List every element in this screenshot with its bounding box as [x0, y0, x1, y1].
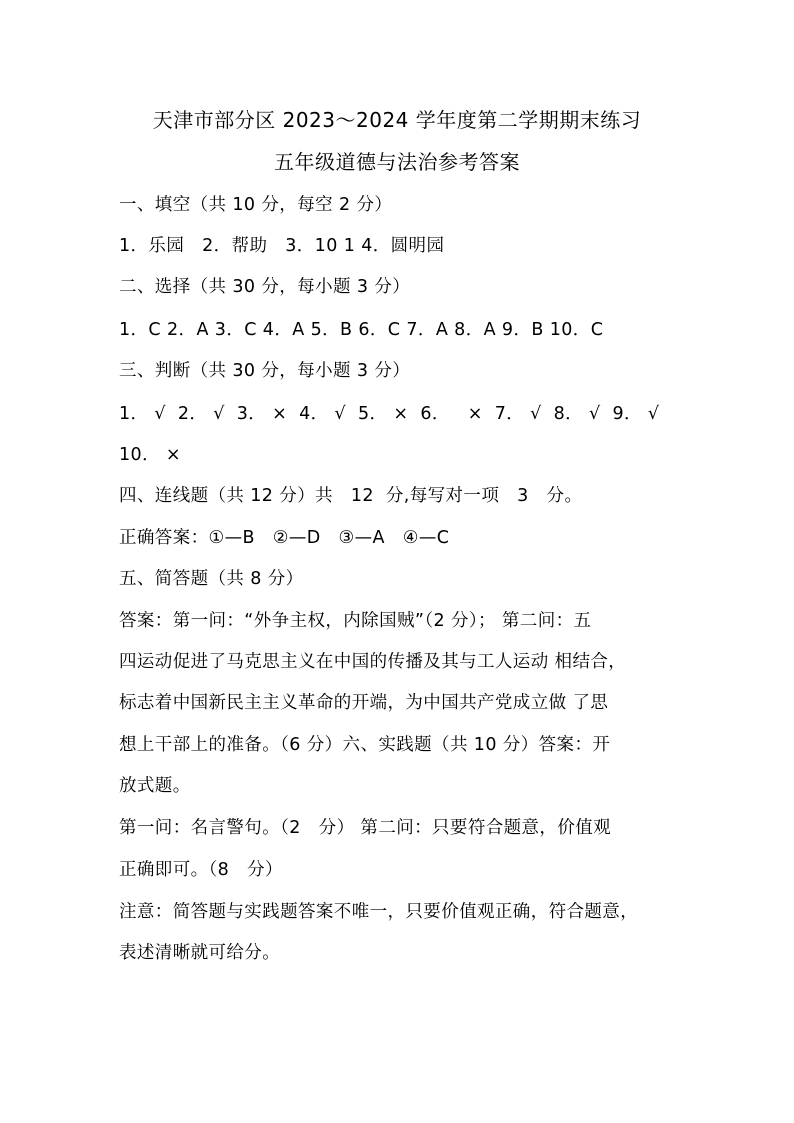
answer-paragraph-line: 第一问：名言警句。（2 分） 第二问：只要符合题意，价值观: [119, 818, 612, 838]
answer-paragraph-line: 想上干部上的准备。（6 分）六、实践题（共 10 分）答案：开: [119, 735, 611, 755]
note-line: 表述清晰就可给分。: [119, 943, 281, 963]
document-subtitle: 五年级道德与法治参考答案: [274, 150, 520, 174]
document-title: 天津市部分区 2023～2024 学年度第二学期期末练习: [152, 108, 642, 132]
answer-line-judgement-cont: 10． ×: [119, 445, 181, 465]
section-heading-choice: 二、选择（共 30 分，每小题 3 分）: [119, 277, 411, 297]
answer-paragraph-line: 正确即可。（8 分）: [119, 860, 283, 880]
section-heading-matching: 四、连线题（共 12 分）共 12 分,每写对一项 3 分。: [119, 486, 583, 506]
answer-line-judgement: 1． √ 2． √ 3． × 4． √ 5． × 6． × 7． √ 8． √ 9． √: [119, 404, 660, 424]
section-heading-judgement: 三、判断（共 30 分，每小题 3 分）: [119, 361, 411, 381]
section-heading-fill-blank: 一、填空（共 10 分，每空 2 分）: [119, 195, 393, 215]
answer-line-matching: 正确答案：①—B ②—D ③—A ④—C: [119, 528, 450, 548]
answer-paragraph-line: 标志着中国新民主主义革命的开端，为中国共产党成立做 了思: [119, 693, 609, 713]
answer-paragraph-line: 放式题。: [119, 776, 191, 796]
answer-paragraph-line: 答案：第一问：“外争主权，内除国贼”（2 分）； 第二问：五: [119, 611, 592, 631]
answer-paragraph-line: 四运动促进了马克思主义在中国的传播及其与工人运动 相结合，: [119, 652, 627, 672]
answer-line-choice: 1．C 2．A 3．C 4．A 5．B 6．C 7．A 8．A 9．B 10．C: [119, 320, 604, 340]
note-line: 注意：简答题与实践题答案不唯一，只要价值观正确，符合题意，: [119, 902, 639, 922]
answer-line-fill-blank: 1．乐园 2．帮助 3．10 1 4．圆明园: [119, 236, 445, 256]
section-heading-short-answer: 五、简答题（共 8 分）: [119, 569, 304, 589]
